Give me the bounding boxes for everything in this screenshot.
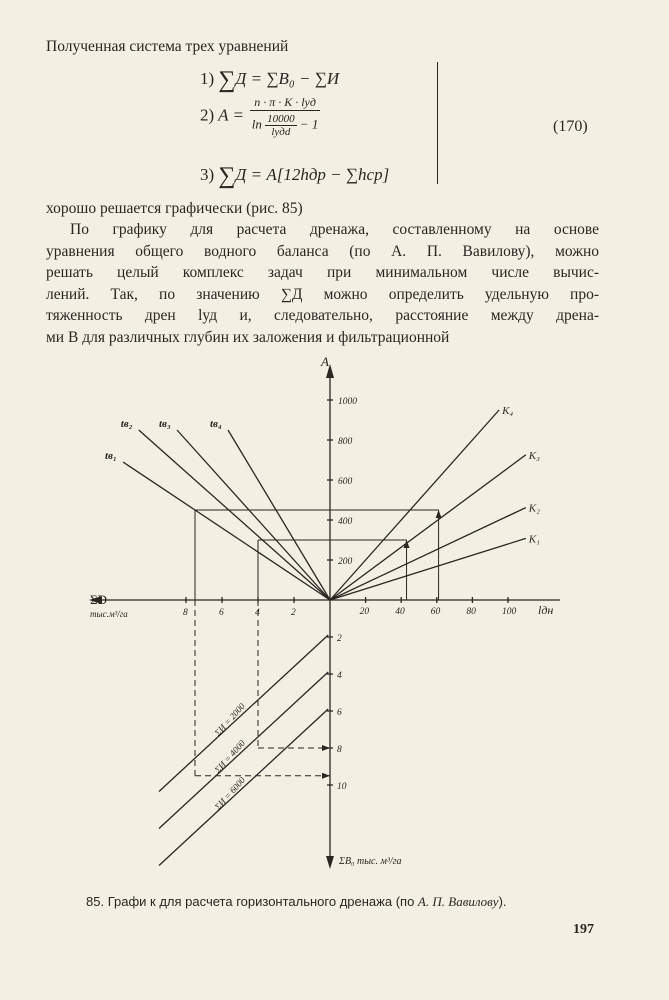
series-label-SI2000: ΣИ = 2000 xyxy=(212,701,247,738)
series-label-K4: K₄ xyxy=(502,405,514,417)
series-label-tB4: tв₄ xyxy=(210,418,222,430)
caption-text: Графи к для расчета горизонтального дренажа (по xyxy=(107,894,415,909)
after-equation-text: хорошо решается графически (рис. 85) xyxy=(46,200,303,217)
equation-3-lhs: Д xyxy=(235,165,247,184)
example-arrow-1 xyxy=(436,510,442,518)
series-line-SI2000 xyxy=(159,635,328,792)
series-line-K1 xyxy=(330,538,526,600)
example-arrow-b0-2 xyxy=(322,745,330,751)
axis-unit-left: тыс.м³/га xyxy=(90,609,128,619)
page-number: 197 xyxy=(573,922,594,937)
series-line-SI6000 xyxy=(159,709,328,866)
y-up-tick-label: 400 xyxy=(338,517,353,527)
x-right-tick-label: 20 xyxy=(359,607,370,617)
y-down-tick-label: 10 xyxy=(337,782,347,792)
equation-1-lhs: Д xyxy=(235,69,247,88)
minus-one: − 1 xyxy=(299,116,319,132)
equation-label: (170) xyxy=(553,118,588,135)
axis-arrow-down xyxy=(326,856,334,869)
series-line-K3 xyxy=(330,455,526,600)
series-label-SI4000: ΣИ = 4000 xyxy=(212,738,247,775)
sigma-symbol: ∑ xyxy=(218,67,236,93)
y-down-tick-label: 8 xyxy=(337,745,342,755)
axis-label-sum-d: ΣD xyxy=(90,592,107,607)
y-down-tick-label: 4 xyxy=(337,671,342,681)
x-right-tick-label: 40 xyxy=(395,607,405,617)
series-line-K4 xyxy=(330,410,499,600)
x-right-tick-label: 60 xyxy=(430,607,441,617)
y-down-tick-label: 6 xyxy=(337,708,342,718)
series-line-tB3 xyxy=(177,430,330,600)
x-left-tick-label: 2 xyxy=(291,608,296,618)
paragraph-line: ми B для различных глубин их заложения и фильтрационной xyxy=(46,328,450,346)
axis-label-sum-b0: ΣB₀ тыс. м³/га xyxy=(339,856,402,867)
paragraph-line: решать целый комплекс задач при минимальном числе вычис- xyxy=(46,264,599,281)
x-left-tick-label: 4 xyxy=(255,608,260,618)
inner-numerator: 10000 xyxy=(267,113,295,125)
paragraph-line: уравнения общего водного баланса (по А. П. Вавилову), можно xyxy=(46,242,599,260)
y-up-tick-label: 600 xyxy=(338,477,353,487)
series-line-K2 xyxy=(330,508,526,600)
intro-text: Полученная система трех уравнений xyxy=(46,38,289,55)
example-arrow-b0-1 xyxy=(322,773,330,779)
equation-2-number: 2) xyxy=(200,105,215,125)
series-line-tB4 xyxy=(228,430,330,600)
equation-1-rhs: = ∑B₀ − ∑И xyxy=(250,69,340,88)
y-down-tick-label: 2 xyxy=(337,634,342,644)
x-left-tick-label: 6 xyxy=(219,608,224,618)
series-line-tB2 xyxy=(139,430,330,600)
paragraph-line: тяженность дрен lуд и, следовательно, расстояние между дрена- xyxy=(46,307,599,324)
series-label-K1: K₁ xyxy=(528,533,540,546)
sigma-symbol-3: ∑ xyxy=(218,163,236,189)
paragraph-line: лений. Так, по значению ∑Д можно определить удельную про- xyxy=(46,285,599,303)
equation-1-number: 1) xyxy=(200,69,215,88)
x-right-tick-label: 80 xyxy=(466,607,476,617)
figure-caption xyxy=(86,894,507,910)
equation-2-numerator: n · π · K · lуд xyxy=(250,95,320,111)
equation-3-number: 3) xyxy=(200,165,215,184)
inner-denominator: lудd xyxy=(271,126,291,138)
series-line-SI4000 xyxy=(159,672,328,829)
y-up-tick-label: 1000 xyxy=(338,397,357,407)
axis-label-A: A xyxy=(321,354,329,369)
equation-3-rhs: = A[12hдр − ∑hср] xyxy=(250,165,390,184)
caption-number: 85. xyxy=(86,894,105,909)
series-label-K2: K₂ xyxy=(528,502,540,515)
ln-text: ln xyxy=(251,116,262,132)
axis-label-l: lдн xyxy=(538,603,554,617)
series-label-tB2: tв₂ xyxy=(120,418,133,430)
x-left-tick-label: 8 xyxy=(183,608,188,618)
series-label-tB3: tв₃ xyxy=(159,418,171,430)
y-up-tick-label: 200 xyxy=(338,557,353,567)
paragraph-line: По графику для расчета дренажа, составленному на основе xyxy=(70,221,599,238)
series-label-K3: K₃ xyxy=(528,449,540,462)
series-label-tB1: tв₁ xyxy=(105,450,117,462)
caption-end: ). xyxy=(498,894,507,909)
caption-author: А. П. Вавилову xyxy=(417,894,499,909)
series-line-tB1 xyxy=(123,462,330,600)
y-up-tick-label: 800 xyxy=(338,437,353,447)
series-label-SI6000: ΣИ = 6000 xyxy=(212,775,247,812)
x-right-tick-label: 100 xyxy=(502,607,517,617)
equation-2-lhs: A = xyxy=(218,105,244,125)
